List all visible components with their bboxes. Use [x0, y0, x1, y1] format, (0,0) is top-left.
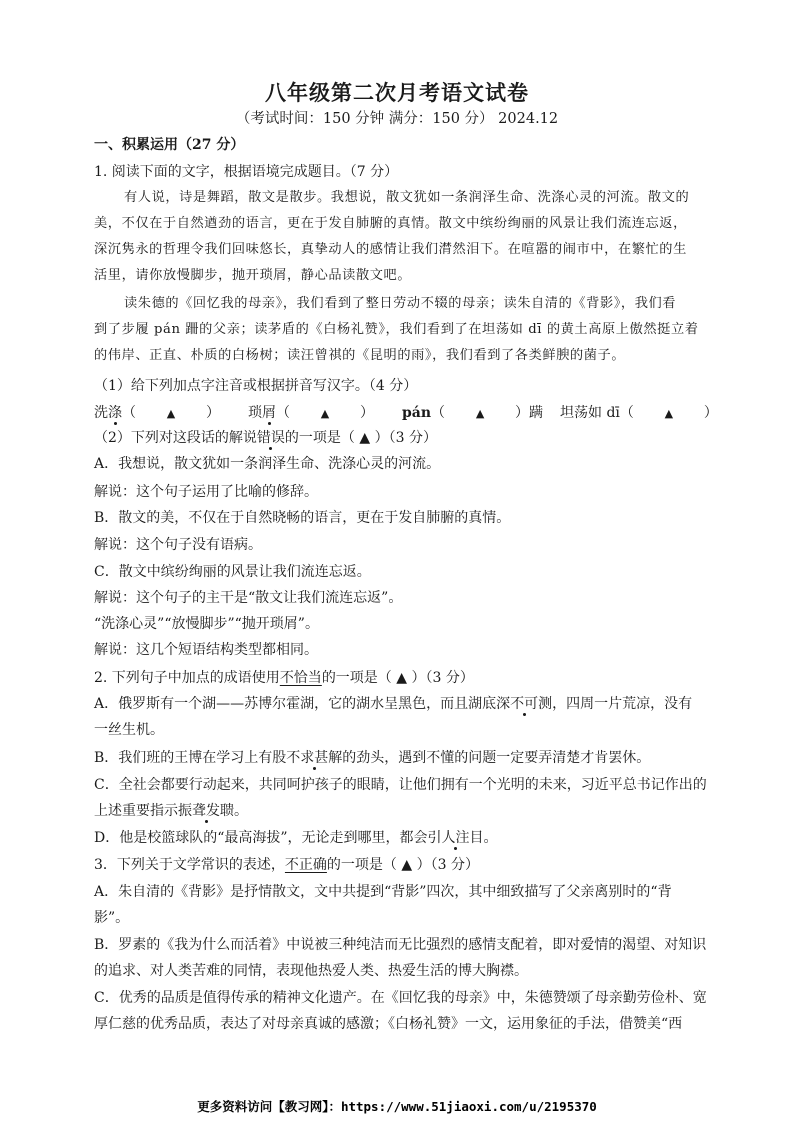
passage-line: 活里，请你放慢脚步，抛开琐屑，静心品读散文吧。	[94, 268, 412, 283]
q1-sub1-stem: （1）给下列加点字注音或根据拼音写汉字。（4 分）	[94, 378, 418, 394]
answer-blank[interactable]: ▲	[475, 407, 485, 420]
option-line: C．散文中缤纷绚丽的风景让我们流连忘返。	[94, 564, 371, 580]
q3-option-line: 的追求、对人类苦难的同情，表现他热爱人类、热爱生活的博大胸襟。	[94, 963, 528, 979]
q2-option-c-cont: 上述重要指示振聋发聩。	[94, 803, 248, 819]
pinyin-item: 坦荡如 dī（ ▲ ）	[560, 405, 718, 421]
q2-option-d: D．他是校篮球队的“最高海拔”，无论走到哪里，都会引人注目。	[94, 830, 498, 846]
passage-line: 美，不仅在于自然遒劲的语言，更在于发自肺腑的真情。散文中缤纷绚丽的风景让我们流连忘返，	[94, 216, 687, 231]
pinyin-item: 琐屑（ ▲ ）	[248, 405, 374, 421]
q2-option-c: C．全社会都要行动起来，共同呵护孩子的眼睛，让他们拥有一个光明的未来，习近平总书记作出的	[94, 777, 707, 793]
exam-subtitle: （考试时间：150 分钟 满分：150 分） 2024.12	[235, 111, 559, 127]
q2-stem: 2. 下列句子中加点的成语使用不恰当的一项是（ ▲ ）（3 分）	[94, 670, 474, 686]
answer-blank[interactable]: ▲	[320, 407, 330, 420]
q3-option-line: 影”。	[94, 910, 130, 926]
q1-stem: 1. 阅读下面的文字，根据语境完成题目。（7 分）	[94, 164, 399, 180]
q3-option-line: A．朱自清的《背影》是抒情散文，文中共提到“背影”四次，其中细致描写了父亲离别时的“背	[94, 884, 672, 900]
option-line: B．散文的美，不仅在于自然晓畅的语言，更在于发自肺腑的真情。	[94, 510, 511, 526]
answer-blank[interactable]: ▲	[664, 407, 674, 420]
option-line: A．我想说，散文犹如一条润泽生命、洗涤心灵的河流。	[94, 456, 441, 472]
explanation-line: 解说：这个句子没有语病。	[94, 537, 262, 553]
q3-option-line: 厚仁慈的优秀品质，表达了对母亲真诚的感激；《白杨礼赞》一文，运用象征的手法，借赞美“西	[94, 1016, 683, 1032]
exam-title: 八年级第二次月考语文试卷	[265, 80, 529, 105]
passage-line: 有人说，诗是舞蹈，散文是散步。我想说，散文犹如一条润泽生命、洗涤心灵的河流。散文的	[124, 190, 690, 205]
section-heading: 一、积累运用（27 分）	[94, 137, 245, 153]
q1-sub2-stem: （2）下列对这段话的解说错误的一项是（ ▲ ）（3 分）	[94, 430, 437, 446]
passage-line: 的伟岸、正直、朴质的白杨树；读汪曾祺的《昆明的雨》，我们看到了各类鲜腴的菌子。	[94, 348, 626, 363]
explanation-line: 解说：这个句子运用了比喻的修辞。	[94, 484, 318, 500]
footer-link[interactable]: 更多资料访问【教习网】：https://www.51jiaoxi.com/u/2195370	[197, 1099, 597, 1114]
q2-option-a: A．俄罗斯有一个湖——苏博尔霍湖，它的湖水呈黑色，而且湖底深不可测，四周一片荒凉，没有	[94, 696, 693, 712]
q3-stem: 3．下列关于文学常识的表述，不正确的一项是（ ▲ ）（3 分）	[94, 857, 479, 873]
explanation-line: 解说：这个句子的主干是“散文让我们流连忘返”。	[94, 590, 403, 606]
q3-option-line: B．罗素的《我为什么而活着》中说被三种纯洁而无比强烈的感情支配着，即对爱情的渴望、对知识	[94, 937, 707, 953]
pinyin-item: pán（ ▲ ）蹒	[402, 405, 544, 421]
passage-line: 到了步履 pán 跚的父亲；读茅盾的《白杨礼赞》，我们看到了在坦荡如 dī 的黄土高原上傲然挺立着	[94, 322, 699, 337]
passage-line: 深沉隽永的哲理令我们回味悠长，真挚动人的感情让我们潸然泪下。在喧嚣的闹市中，在繁忙的生	[94, 242, 687, 257]
q2-option-a-cont: 一丝生机。	[94, 722, 164, 738]
option-line: “洗涤心灵”“放慢脚步”“抛开琐屑”。	[94, 616, 319, 632]
pinyin-item: 洗涤（ ▲ ）	[94, 405, 220, 421]
answer-blank[interactable]: ▲	[166, 407, 176, 420]
passage-line: 读朱德的《回忆我的母亲》，我们看到了整日劳动不辍的母亲；读朱自清的《背影》，我们看	[124, 296, 677, 311]
explanation-line: 解说：这几个短语结构类型都相同。	[94, 642, 318, 658]
q2-option-b: B．我们班的王博在学习上有股不求甚解的劲头，遇到不懂的问题一定要弄清楚才肯罢休。	[94, 750, 651, 766]
q3-option-line: C．优秀的品质是值得传承的精神文化遗产。在《回忆我的母亲》中，朱德赞颂了母亲勤劳俭朴、宽	[94, 990, 707, 1006]
